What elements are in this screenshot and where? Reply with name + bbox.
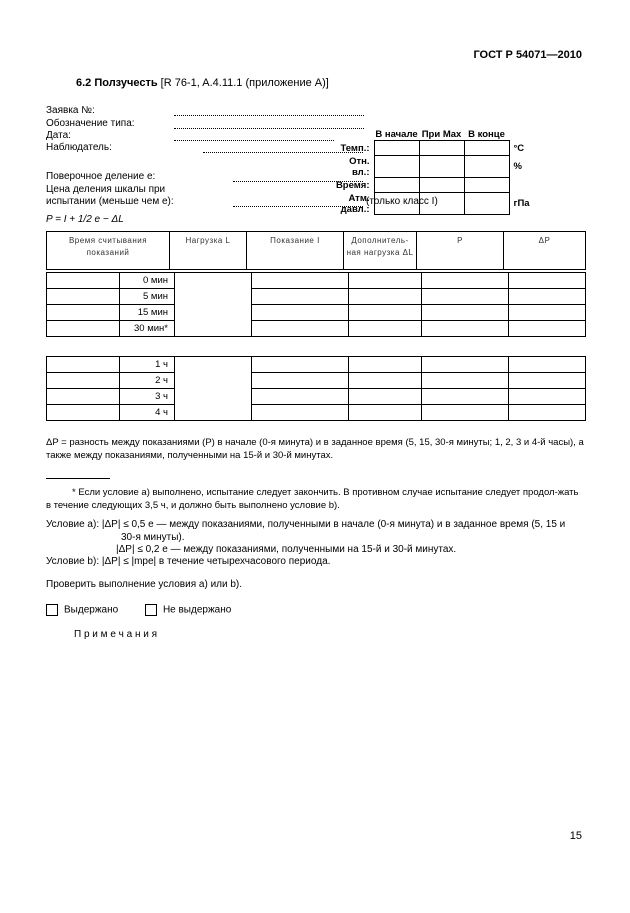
time-cell: 5 мин [120, 289, 175, 305]
condition-b: Условие b): |ΔP| ≤ |mpe| в течение четырехчасового периода. [46, 556, 331, 567]
section-reference: [R 76-1, A.4.11.1 (приложение A)] [157, 77, 329, 89]
load-cell[interactable] [175, 357, 252, 421]
table-cell[interactable] [349, 321, 422, 337]
field-type: Обозначение типа: [46, 118, 135, 129]
cond-cell[interactable] [374, 178, 419, 193]
time-cell: 30 мин* [120, 321, 175, 337]
table-cell[interactable] [422, 373, 509, 389]
blank-cell [47, 321, 120, 337]
cond-unit [509, 178, 553, 193]
time-cell: 3 ч [120, 389, 175, 405]
cond-unit: % [513, 161, 522, 172]
col-end: В конце [468, 128, 505, 140]
measurement-rows-a [46, 272, 586, 337]
table-cell[interactable] [252, 357, 349, 373]
passed-checkbox[interactable] [46, 604, 58, 616]
table-cell[interactable] [509, 273, 586, 289]
header-p: P [417, 232, 504, 270]
table-cell[interactable] [349, 305, 422, 321]
field-observer: Наблюдатель: [46, 142, 112, 153]
field-scale-interval-2: испытании (меньше чем e): [46, 196, 174, 207]
failed-label: Не выдержано [162, 604, 232, 616]
section-number-title: 6.2 Ползучесть [76, 77, 158, 89]
time-cell: 15 мин [120, 305, 175, 321]
footnote-divider [46, 478, 110, 479]
cond-cell[interactable] [419, 141, 464, 156]
header-delta-p: ΔP [504, 232, 586, 270]
header-load: Нагрузка L [170, 232, 247, 270]
blank-cell [47, 273, 120, 289]
table-cell[interactable] [349, 405, 422, 421]
table-cell[interactable] [509, 305, 586, 321]
check-instruction: Проверить выполнение условия a) или b). [46, 579, 243, 590]
time-cell: 1 ч [120, 357, 175, 373]
table-cell[interactable] [509, 373, 586, 389]
condition-a-line-2: 30-я минуты). [121, 532, 185, 543]
table-row [47, 305, 586, 321]
formula: P = I + 1/2 e − ΔL [46, 214, 124, 225]
table-cell[interactable] [509, 289, 586, 305]
time-cell: 2 ч [120, 373, 175, 389]
table-cell[interactable] [252, 305, 349, 321]
cond-cell[interactable] [464, 156, 509, 178]
cond-cell[interactable] [374, 141, 419, 156]
table-cell[interactable] [422, 321, 509, 337]
header-additional-load: Дополнитель-ная нагрузка ΔL [344, 232, 417, 270]
time-cell: 4 ч [120, 405, 175, 421]
standard-header: ГОСТ Р 54071—2010 [473, 49, 582, 61]
passed-label: Выдержано [64, 604, 119, 616]
table-cell[interactable] [349, 273, 422, 289]
cond-label: Время: [335, 179, 370, 191]
section-title [76, 77, 329, 89]
cond-label: Отн. вл.: [349, 155, 370, 178]
blank-cell [47, 305, 120, 321]
conditions-table [330, 128, 553, 215]
blank-cell [47, 405, 120, 421]
table-cell[interactable] [252, 373, 349, 389]
table-cell[interactable] [509, 389, 586, 405]
table-cell[interactable] [252, 389, 349, 405]
table-row [47, 357, 586, 373]
cond-cell[interactable] [419, 178, 464, 193]
table-cell[interactable] [349, 389, 422, 405]
table-cell[interactable] [252, 321, 349, 337]
table-cell[interactable] [422, 357, 509, 373]
table-cell[interactable] [509, 321, 586, 337]
table-row [47, 405, 586, 421]
condition-a-line-3: |ΔP| ≤ 0,2 e — между показаниями, полученными на 15-й и 30-й минутах. [116, 544, 457, 555]
blank-cell [47, 389, 120, 405]
table-cell[interactable] [422, 273, 509, 289]
table-row [47, 289, 586, 305]
field-application: Заявка №: [46, 105, 95, 116]
cond-cell[interactable] [419, 156, 464, 178]
table-cell[interactable] [422, 289, 509, 305]
col-start: В начале [375, 128, 418, 140]
date-line [174, 131, 334, 141]
table-cell[interactable] [509, 405, 586, 421]
time-cell: 0 мин [120, 273, 175, 289]
load-cell[interactable] [175, 273, 252, 337]
measurement-table [46, 231, 586, 270]
cond-cell[interactable] [464, 141, 509, 156]
field-verification-interval: Поверочное деление e: [46, 171, 156, 182]
cond-label: Атм. давл.: [340, 192, 370, 215]
field-scale-interval-1: Цена деления шкалы при [46, 184, 166, 195]
table-cell[interactable] [349, 289, 422, 305]
cond-unit: °С [513, 142, 525, 154]
table-cell[interactable] [252, 405, 349, 421]
application-line [174, 106, 364, 116]
blank-cell [47, 357, 120, 373]
header-time: Время считывания показаний [47, 232, 170, 270]
cond-unit: гПа [513, 198, 530, 209]
cond-cell[interactable] [464, 193, 509, 215]
result-options [46, 604, 231, 616]
condition-a-line-1: Условие a): |ΔP| ≤ 0,5 e — между показаниями, полученными в начале (0-я минута) и в заданное время (5, 15 и [46, 519, 566, 530]
table-row [47, 321, 586, 337]
footnote: * Если условие a) выполнено, испытание следует закончить. В противном случае испытание следует продол-жать в течение следующих 3,5 ч, и должно быть выполнено условие b). [46, 487, 579, 511]
cond-cell[interactable] [374, 193, 419, 215]
delta-p-definition: ΔP = разность между показаниями (P) в начале (0-я минута) и в заданное время (5, 15, 30-я минуты; 1, 2, 3 и 4-й часы), а также между показаниями, полученными на 15-й и 30-й минутах. [46, 437, 584, 461]
cond-cell[interactable] [464, 178, 509, 193]
cond-label: Темп.: [340, 142, 370, 154]
col-max: При Max [421, 128, 462, 140]
header-indication: Показание I [247, 232, 344, 270]
notes-heading: П р и м е ч а н и я [74, 629, 158, 640]
table-cell[interactable] [349, 357, 422, 373]
page-number: 15 [569, 830, 582, 842]
cond-cell[interactable] [374, 156, 419, 178]
table-cell[interactable] [349, 373, 422, 389]
table-cell[interactable] [252, 273, 349, 289]
table-cell[interactable] [422, 389, 509, 405]
table-cell[interactable] [422, 405, 509, 421]
table-cell[interactable] [252, 289, 349, 305]
table-row [47, 389, 586, 405]
table-cell[interactable] [422, 305, 509, 321]
only-class-note: (только класс I) [366, 196, 438, 207]
table-cell[interactable] [509, 357, 586, 373]
blank-cell [47, 373, 120, 389]
cond-cell[interactable] [419, 193, 464, 215]
failed-checkbox[interactable] [145, 604, 157, 616]
measurement-rows-b [46, 356, 586, 421]
table-row [47, 373, 586, 389]
table-row [47, 273, 586, 289]
field-date: Дата: [46, 130, 71, 141]
blank-cell [47, 289, 120, 305]
